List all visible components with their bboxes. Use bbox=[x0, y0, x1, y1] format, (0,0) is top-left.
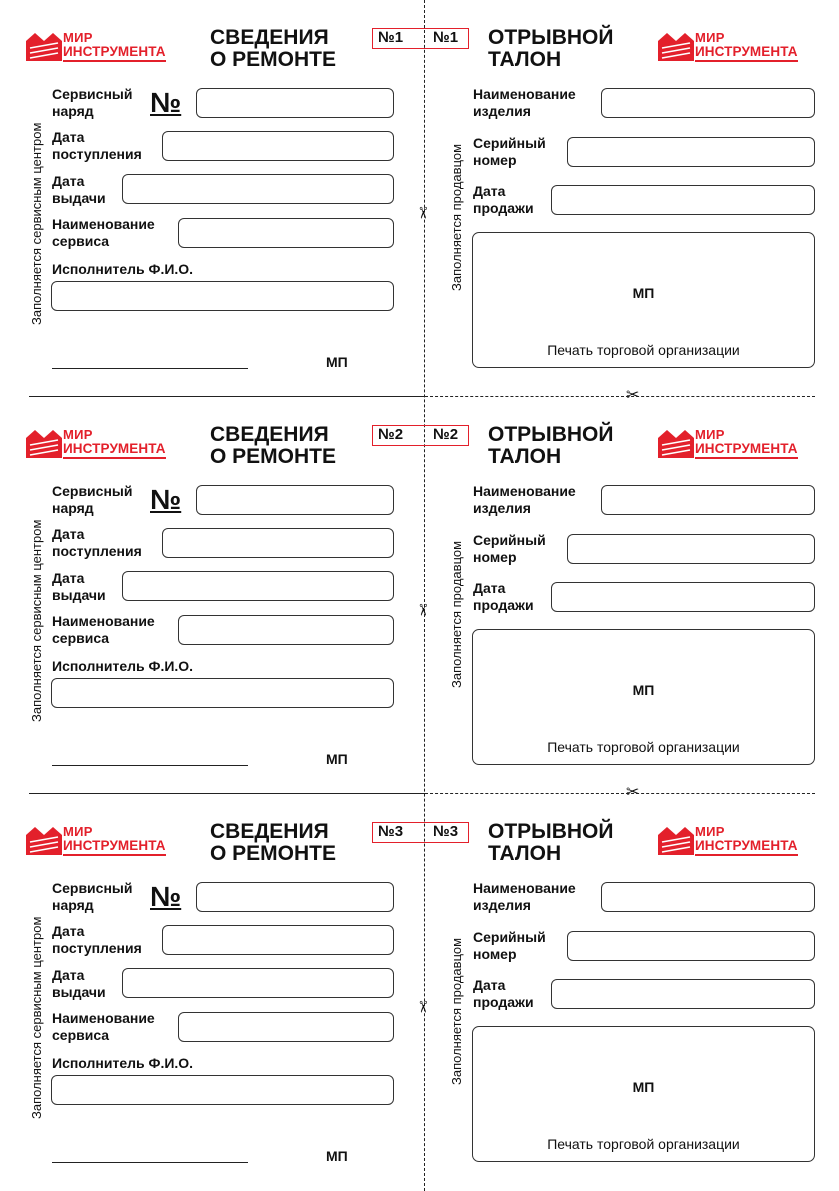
horizontal-dashed-cut-line bbox=[425, 793, 815, 794]
title-line: ОТРЫВНОЙ bbox=[488, 820, 614, 843]
serial-number-field[interactable] bbox=[567, 534, 815, 564]
stamp-mp-label: МП bbox=[632, 1079, 655, 1095]
sale-date-field[interactable] bbox=[551, 979, 815, 1009]
sale-date-label: Дата продажи bbox=[473, 183, 534, 216]
title-line: ТАЛОН bbox=[488, 842, 562, 865]
title-line: СВЕДЕНИЯ bbox=[210, 820, 329, 843]
issue-date-field[interactable] bbox=[122, 174, 394, 204]
horizontal-dashed-cut-line bbox=[425, 396, 815, 397]
seller-side-label: Заполняется продавцом bbox=[449, 143, 464, 291]
logo-text-bottom: ИНСТРУМЕНТА bbox=[63, 838, 166, 856]
logo-mark-icon bbox=[658, 825, 694, 855]
logo-mark-icon bbox=[26, 428, 62, 458]
service-order-field[interactable] bbox=[196, 882, 394, 912]
logo-text-top: МИР bbox=[695, 824, 725, 839]
service-center-side-label: Заполняется сервисным центром bbox=[29, 519, 44, 722]
executor-label: Исполнитель Ф.И.О. bbox=[52, 658, 194, 674]
title-line: О РЕМОНТЕ bbox=[210, 842, 337, 865]
coupon-number-left: №1 bbox=[378, 29, 404, 46]
coupon-number-box bbox=[372, 28, 469, 49]
logo-text-bottom: ИНСТРУМЕНТА bbox=[695, 838, 798, 856]
service-name-label: Наименование сервиса bbox=[52, 613, 155, 646]
scissors-icon: ✂ bbox=[626, 784, 640, 801]
logo-text-bottom: ИНСТРУМЕНТА bbox=[63, 441, 166, 459]
sale-date-label: Дата продажи bbox=[473, 580, 534, 613]
number-sign: № bbox=[150, 881, 182, 912]
brand-logo bbox=[26, 823, 186, 861]
coupon-number-right: №1 bbox=[433, 29, 459, 46]
issue-date-field[interactable] bbox=[122, 571, 394, 601]
title-line: ОТРЫВНОЙ bbox=[488, 26, 614, 49]
signature-line bbox=[52, 765, 248, 766]
logo-text-bottom: ИНСТРУМЕНТА bbox=[695, 44, 798, 62]
store-stamp-box[interactable] bbox=[472, 232, 815, 368]
scissors-icon: ✂ bbox=[413, 206, 431, 220]
signature-line bbox=[52, 368, 248, 369]
store-stamp-box[interactable] bbox=[472, 1026, 815, 1162]
seller-side-label: Заполняется продавцом bbox=[449, 540, 464, 688]
service-center-side-label: Заполняется сервисным центром bbox=[29, 122, 44, 325]
repair-info-title bbox=[210, 821, 336, 865]
repair-info-title bbox=[210, 27, 336, 71]
logo-mark-icon bbox=[658, 31, 694, 61]
coupon-number-box bbox=[372, 425, 469, 446]
product-name-label: Наименование изделия bbox=[473, 880, 576, 913]
service-name-field[interactable] bbox=[178, 218, 394, 248]
repair-info-title bbox=[210, 424, 336, 468]
service-center-side-label: Заполняется сервисным центром bbox=[29, 916, 44, 1119]
brand-logo bbox=[658, 823, 818, 861]
product-name-field[interactable] bbox=[601, 882, 815, 912]
serial-number-field[interactable] bbox=[567, 931, 815, 961]
service-name-label: Наименование сервиса bbox=[52, 216, 155, 249]
received-date-field[interactable] bbox=[162, 925, 394, 955]
title-line: О РЕМОНТЕ bbox=[210, 445, 337, 468]
coupon-number-left: №2 bbox=[378, 426, 404, 443]
number-sign: № bbox=[150, 87, 182, 118]
serial-number-label: Серийный номер bbox=[473, 532, 546, 565]
stamp-caption: Печать торговой организации bbox=[547, 1136, 740, 1152]
brand-logo bbox=[658, 426, 818, 464]
executor-field[interactable] bbox=[51, 281, 394, 311]
title-line: СВЕДЕНИЯ bbox=[210, 423, 329, 446]
stamp-caption: Печать торговой организации bbox=[547, 739, 740, 755]
title-line: СВЕДЕНИЯ bbox=[210, 26, 329, 49]
stamp-mp-label: МП bbox=[632, 682, 655, 698]
service-name-field[interactable] bbox=[178, 1012, 394, 1042]
logo-mark-icon bbox=[658, 428, 694, 458]
stamp-place-label: МП bbox=[326, 1148, 348, 1164]
stamp-place-label: МП bbox=[326, 751, 348, 767]
brand-logo bbox=[26, 29, 186, 67]
product-name-field[interactable] bbox=[601, 485, 815, 515]
horizontal-cut-line bbox=[29, 793, 425, 794]
coupon-number-right: №3 bbox=[433, 823, 459, 840]
logo-text-bottom: ИНСТРУМЕНТА bbox=[63, 44, 166, 62]
service-order-field[interactable] bbox=[196, 88, 394, 118]
serial-number-label: Серийный номер bbox=[473, 135, 546, 168]
logo-text-bottom: ИНСТРУМЕНТА bbox=[695, 441, 798, 459]
stamp-caption: Печать торговой организации bbox=[547, 342, 740, 358]
scissors-icon: ✂ bbox=[413, 1000, 431, 1014]
serial-number-field[interactable] bbox=[567, 137, 815, 167]
coupon-number-box bbox=[372, 822, 469, 843]
received-date-label: Дата поступления bbox=[52, 923, 142, 956]
logo-text-top: МИР bbox=[63, 30, 93, 45]
service-name-field[interactable] bbox=[178, 615, 394, 645]
logo-mark-icon bbox=[26, 825, 62, 855]
issue-date-label: Дата выдачи bbox=[52, 570, 106, 603]
title-line: ТАЛОН bbox=[488, 48, 562, 71]
serial-number-label: Серийный номер bbox=[473, 929, 546, 962]
scissors-icon: ✂ bbox=[413, 603, 431, 617]
seller-side-label: Заполняется продавцом bbox=[449, 937, 464, 1085]
executor-label: Исполнитель Ф.И.О. bbox=[52, 1055, 194, 1071]
brand-logo bbox=[26, 426, 186, 464]
issue-date-label: Дата выдачи bbox=[52, 967, 106, 1000]
received-date-field[interactable] bbox=[162, 131, 394, 161]
number-sign: № bbox=[150, 484, 182, 515]
signature-line bbox=[52, 1162, 248, 1163]
brand-logo bbox=[658, 29, 818, 67]
coupon-number-right: №2 bbox=[433, 426, 459, 443]
service-name-label: Наименование сервиса bbox=[52, 1010, 155, 1043]
service-order-field[interactable] bbox=[196, 485, 394, 515]
service-order-label: Сервисный наряд bbox=[52, 86, 133, 119]
scissors-icon: ✂ bbox=[626, 387, 640, 404]
stamp-place-label: МП bbox=[326, 354, 348, 370]
product-name-label: Наименование изделия bbox=[473, 86, 576, 119]
sale-date-field[interactable] bbox=[551, 185, 815, 215]
received-date-label: Дата поступления bbox=[52, 129, 142, 162]
sale-date-field[interactable] bbox=[551, 582, 815, 612]
store-stamp-box[interactable] bbox=[472, 629, 815, 765]
received-date-label: Дата поступления bbox=[52, 526, 142, 559]
logo-text-top: МИР bbox=[695, 427, 725, 442]
logo-text-top: МИР bbox=[695, 30, 725, 45]
logo-text-top: МИР bbox=[63, 824, 93, 839]
title-line: О РЕМОНТЕ bbox=[210, 48, 337, 71]
executor-field[interactable] bbox=[51, 1075, 394, 1105]
title-line: ОТРЫВНОЙ bbox=[488, 423, 614, 446]
received-date-field[interactable] bbox=[162, 528, 394, 558]
stamp-mp-label: МП bbox=[632, 285, 655, 301]
product-name-label: Наименование изделия bbox=[473, 483, 576, 516]
tear-off-title bbox=[488, 424, 614, 468]
tear-off-title bbox=[488, 821, 614, 865]
coupon-section bbox=[0, 794, 839, 1191]
service-order-label: Сервисный наряд bbox=[52, 880, 133, 913]
sale-date-label: Дата продажи bbox=[473, 977, 534, 1010]
coupon-number-left: №3 bbox=[378, 823, 404, 840]
issue-date-field[interactable] bbox=[122, 968, 394, 998]
executor-label: Исполнитель Ф.И.О. bbox=[52, 261, 194, 277]
executor-field[interactable] bbox=[51, 678, 394, 708]
coupon-section bbox=[0, 397, 839, 794]
service-order-label: Сервисный наряд bbox=[52, 483, 133, 516]
issue-date-label: Дата выдачи bbox=[52, 173, 106, 206]
title-line: ТАЛОН bbox=[488, 445, 562, 468]
tear-off-title bbox=[488, 27, 614, 71]
product-name-field[interactable] bbox=[601, 88, 815, 118]
horizontal-cut-line bbox=[29, 396, 425, 397]
logo-text-top: МИР bbox=[63, 427, 93, 442]
logo-mark-icon bbox=[26, 31, 62, 61]
coupon-section bbox=[0, 0, 839, 397]
